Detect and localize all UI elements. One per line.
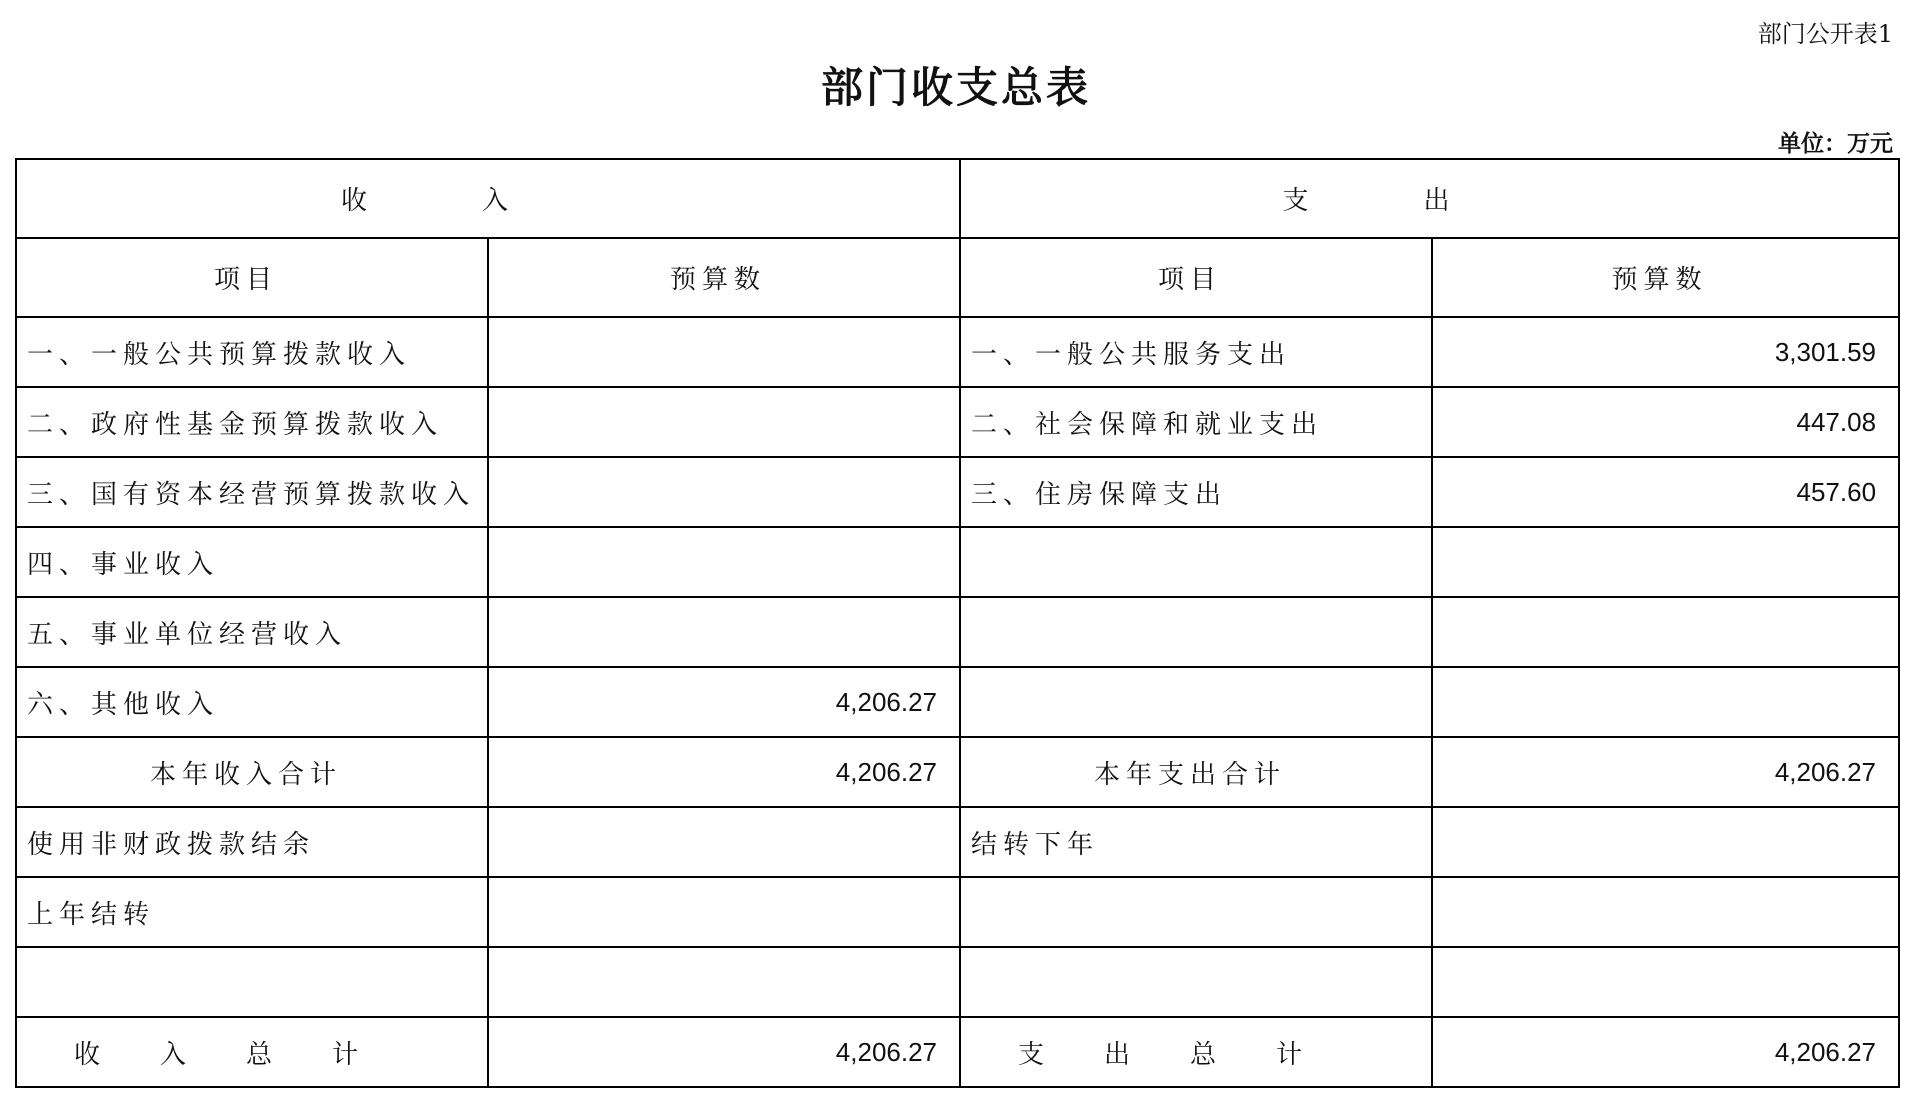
income-item-cell: 二、政府性基金预算拨款收入 [16, 387, 488, 457]
expense-item-cell: 一、一般公共服务支出 [960, 317, 1432, 387]
expense-value-cell [1432, 807, 1899, 877]
income-item-cell: 使用非财政拨款结余 [16, 807, 488, 877]
expense-value-cell [1432, 667, 1899, 737]
subtotal-row [16, 737, 1899, 807]
income-subtotal-label: 本年收入合计 [16, 737, 488, 807]
income-value-cell [488, 947, 960, 1017]
column-header-row [16, 238, 1899, 317]
expense-value-cell [1432, 527, 1899, 597]
expense-subtotal-value: 4,206.27 [1432, 737, 1899, 807]
income-budget-header: 预算数 [488, 238, 960, 317]
expense-subtotal-label: 本年支出合计 [960, 737, 1432, 807]
income-item-cell: 六、其他收入 [16, 667, 488, 737]
expense-value-cell: 3,301.59 [1432, 317, 1899, 387]
section-header-row [16, 159, 1899, 238]
expense-budget-header: 预算数 [1432, 238, 1899, 317]
expense-item-cell [960, 877, 1432, 947]
expense-item-cell [960, 597, 1432, 667]
expense-total-label: 支出总计 [960, 1017, 1432, 1087]
income-total-label: 收入总计 [16, 1017, 488, 1087]
table-row [16, 947, 1899, 1017]
table-row [16, 527, 1899, 597]
income-item-cell: 三、国有资本经营预算拨款收入 [16, 457, 488, 527]
income-item-cell: 四、事业收入 [16, 527, 488, 597]
expense-item-cell [960, 947, 1432, 1017]
expense-item-cell: 二、社会保障和就业支出 [960, 387, 1432, 457]
income-item-cell: 上年结转 [16, 877, 488, 947]
expense-item-cell: 三、住房保障支出 [960, 457, 1432, 527]
expense-value-cell [1432, 597, 1899, 667]
income-value-cell [488, 387, 960, 457]
page-title: 部门收支总表 [820, 63, 1091, 112]
unit-label: 单位：万元 [1778, 131, 1893, 157]
income-item-header: 项目 [16, 238, 488, 317]
expense-total-value: 4,206.27 [1432, 1017, 1899, 1087]
table-row [16, 877, 1899, 947]
grand-total-row [16, 1017, 1899, 1087]
expense-item-cell [960, 667, 1432, 737]
expense-value-cell: 457.60 [1432, 457, 1899, 527]
expense-item-header: 项目 [960, 238, 1432, 317]
table-row [16, 457, 1899, 527]
income-item-cell: 一、一般公共预算拨款收入 [16, 317, 488, 387]
income-value-cell [488, 527, 960, 597]
table-row [16, 597, 1899, 667]
income-total-value: 4,206.27 [488, 1017, 960, 1087]
income-value-cell [488, 597, 960, 667]
table-row [16, 807, 1899, 877]
income-value-cell: 4,206.27 [488, 667, 960, 737]
income-subtotal-value: 4,206.27 [488, 737, 960, 807]
expense-section-header: 支出 [960, 159, 1899, 238]
income-section-header: 收入 [16, 159, 960, 238]
income-expense-table [15, 158, 1900, 1088]
expense-value-cell [1432, 877, 1899, 947]
expense-value-cell: 447.08 [1432, 387, 1899, 457]
income-value-cell [488, 807, 960, 877]
income-value-cell [488, 317, 960, 387]
table-row [16, 387, 1899, 457]
table-row [16, 317, 1899, 387]
table-row [16, 667, 1899, 737]
expense-value-cell [1432, 947, 1899, 1017]
table-id-label: 部门公开表1 [1757, 20, 1893, 48]
income-value-cell [488, 457, 960, 527]
expense-item-cell [960, 527, 1432, 597]
income-item-cell [16, 947, 488, 1017]
income-item-cell: 五、事业单位经营收入 [16, 597, 488, 667]
income-value-cell [488, 877, 960, 947]
expense-item-cell: 结转下年 [960, 807, 1432, 877]
